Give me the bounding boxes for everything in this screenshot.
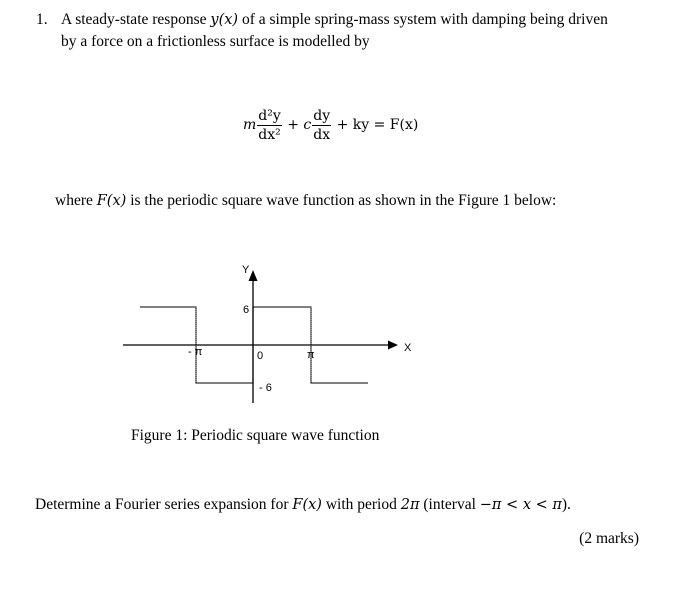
task-paren-pre: (interval: [419, 496, 480, 513]
y-axis-label: Y: [242, 264, 250, 276]
tick-label-pi: π: [307, 349, 315, 361]
tick-label-neg-pi: - π: [188, 346, 203, 358]
response-function: y(x): [210, 12, 239, 28]
square-wave-figure: [0, 255, 682, 415]
question-number: 1.: [36, 11, 48, 28]
where-pre: where: [55, 192, 97, 209]
question-text-line-1: [61, 11, 608, 29]
square-wave-plot: [0, 255, 682, 415]
eq-frac1-numerator: d²y: [258, 107, 281, 124]
eq-plus-1: +: [282, 117, 304, 133]
eq-frac2-numerator: dy: [313, 107, 331, 124]
task-paren-post: ).: [561, 496, 571, 513]
eq-frac2-denominator: dx: [313, 126, 331, 143]
task-pre: Determine a Fourier series expansion for: [35, 496, 293, 513]
task-text: [35, 496, 571, 514]
where-text: [55, 192, 556, 210]
eq-first-derivative: [312, 109, 331, 142]
tick-label-neg6: - 6: [259, 382, 272, 394]
task-function: F(x): [292, 497, 322, 513]
eq-mass-coefficient: m: [243, 117, 257, 133]
question-text-line-2: by a force on a frictionless surface is modelled by: [61, 33, 370, 50]
figure-caption: Figure 1: Periodic square wave function: [131, 427, 380, 444]
eq-frac1-denominator: dx²: [258, 126, 281, 143]
differential-equation: [243, 100, 418, 150]
eq-damping-coefficient: c: [303, 117, 312, 133]
where-post: is the periodic square wave function as shown in the Figure 1 below:: [126, 192, 557, 209]
x-axis-arrow: [388, 341, 398, 350]
task-interval: −π < x < π: [479, 497, 562, 513]
task-period: 2π: [400, 497, 420, 513]
x-axis-label: X: [404, 342, 412, 354]
tick-label-pos6: 6: [243, 304, 250, 316]
tick-label-zero: 0: [257, 350, 264, 362]
eq-rest: + ky = F(x): [332, 117, 419, 133]
y-axis-arrow: [249, 270, 258, 281]
forcing-function: F(x): [96, 193, 127, 209]
question-text-pre: A steady-state response: [61, 11, 211, 28]
eq-second-derivative: [257, 109, 281, 142]
marks-label: (2 marks): [579, 530, 639, 547]
task-mid: with period: [321, 496, 401, 513]
question-text-post: of a simple spring-mass system with damping being driven: [238, 11, 608, 28]
